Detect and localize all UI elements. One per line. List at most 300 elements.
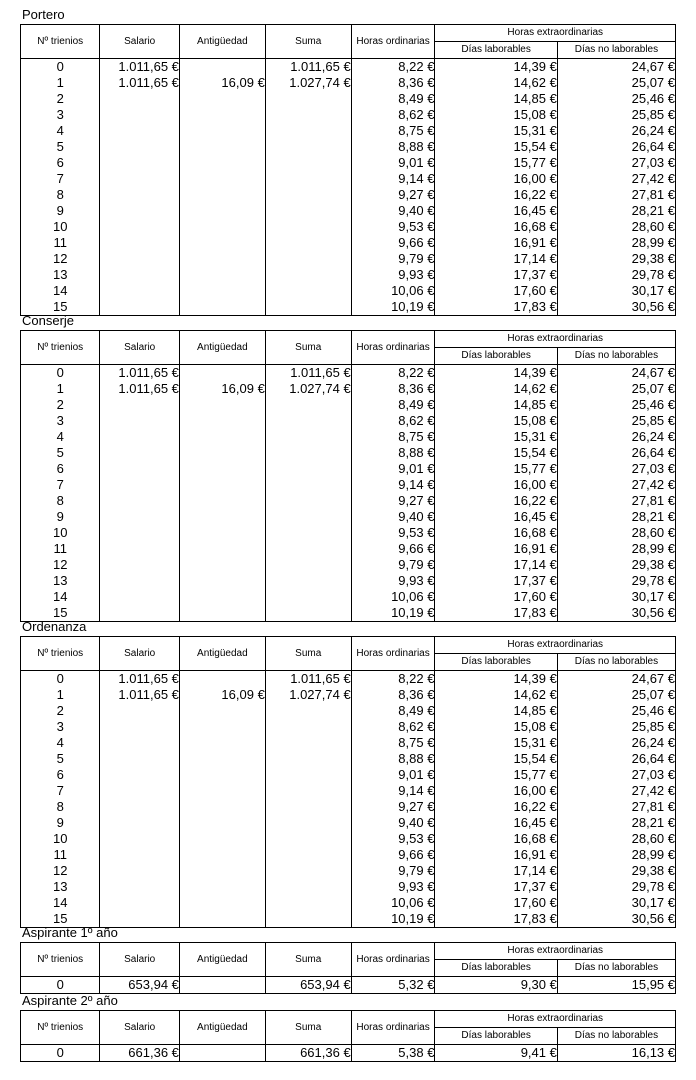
cell-salario [100,155,179,171]
table-row [21,91,676,107]
cell-suma [265,751,351,767]
cell-antiguedad [179,365,265,382]
header-row [21,25,676,42]
cell-salario [100,461,179,477]
cell-antiguedad [179,573,265,589]
cell-dias-no-laborables: 30,56 € [557,605,675,622]
cell-dias-no-laborables: 30,56 € [557,299,675,316]
antiguedad-header: Antigüedad [179,331,265,365]
cell-antiguedad [179,735,265,751]
cell-suma [265,461,351,477]
cell-horas-ordinarias: 8,88 € [351,139,435,155]
cell-salario [100,557,179,573]
table-row [21,429,676,445]
table-row [21,123,676,139]
cell-salario [100,493,179,509]
cell-dias-no-laborables: 28,21 € [557,509,675,525]
cell-suma [265,589,351,605]
suma-header: Suma [265,331,351,365]
cell-salario [100,187,179,203]
table-row [21,751,676,767]
horas-ordinarias-header: Horas ordinarias [351,637,435,671]
cell-horas-ordinarias: 9,14 € [351,171,435,187]
cell-antiguedad [179,767,265,783]
cell-antiguedad [179,977,265,994]
cell-suma: 1.027,74 € [265,687,351,703]
trienios-header: Nº trienios [21,943,100,977]
cell-trienios: 15 [21,605,100,622]
cell-dias-laborables: 16,91 € [435,541,557,557]
cell-horas-ordinarias: 9,66 € [351,235,435,251]
cell-dias-no-laborables: 28,60 € [557,219,675,235]
table-row [21,155,676,171]
cell-dias-no-laborables: 29,38 € [557,863,675,879]
cell-antiguedad [179,187,265,203]
cell-dias-laborables: 15,08 € [435,719,557,735]
cell-horas-ordinarias: 9,93 € [351,573,435,589]
cell-suma [265,477,351,493]
cell-suma [265,895,351,911]
cell-dias-laborables: 9,41 € [435,1045,557,1062]
table-row [21,589,676,605]
cell-salario [100,895,179,911]
cell-dias-laborables: 14,85 € [435,397,557,413]
cell-dias-no-laborables: 27,42 € [557,477,675,493]
cell-salario [100,413,179,429]
cell-antiguedad [179,671,265,688]
cell-trienios: 15 [21,299,100,316]
table-row [21,461,676,477]
cell-horas-ordinarias: 9,79 € [351,251,435,267]
suma-header: Suma [265,1011,351,1045]
cell-suma [265,251,351,267]
cell-suma [265,493,351,509]
section-title: Aspirante 2º año [22,993,118,1008]
cell-antiguedad: 16,09 € [179,75,265,91]
cell-suma: 1.027,74 € [265,381,351,397]
antiguedad-header: Antigüedad [179,637,265,671]
cell-trienios: 1 [21,75,100,91]
table-row [21,493,676,509]
salary-table [20,942,676,994]
salary-table [20,24,676,316]
table-row [21,783,676,799]
cell-suma [265,815,351,831]
table-row [21,687,676,703]
cell-dias-laborables: 15,77 € [435,155,557,171]
salary-table [20,1010,676,1062]
cell-trienios: 12 [21,251,100,267]
cell-trienios: 9 [21,509,100,525]
cell-dias-no-laborables: 25,85 € [557,719,675,735]
cell-dias-laborables: 16,00 € [435,171,557,187]
horas-ordinarias-header: Horas ordinarias [351,25,435,59]
cell-dias-laborables: 17,83 € [435,299,557,316]
cell-horas-ordinarias: 9,93 € [351,879,435,895]
cell-trienios: 10 [21,831,100,847]
cell-dias-laborables: 17,14 € [435,557,557,573]
cell-trienios: 4 [21,123,100,139]
cell-dias-no-laborables: 25,46 € [557,397,675,413]
cell-trienios: 14 [21,895,100,911]
cell-trienios: 12 [21,557,100,573]
cell-horas-ordinarias: 8,22 € [351,671,435,688]
cell-antiguedad [179,525,265,541]
cell-dias-no-laborables: 30,17 € [557,589,675,605]
cell-dias-laborables: 17,14 € [435,863,557,879]
table-row [21,139,676,155]
cell-dias-no-laborables: 26,24 € [557,735,675,751]
cell-suma [265,525,351,541]
cell-antiguedad [179,557,265,573]
cell-antiguedad [179,107,265,123]
cell-antiguedad [179,123,265,139]
table-row [21,235,676,251]
suma-header: Suma [265,25,351,59]
table-row [21,187,676,203]
cell-dias-no-laborables: 29,78 € [557,573,675,589]
cell-dias-no-laborables: 28,99 € [557,235,675,251]
cell-antiguedad [179,703,265,719]
salario-header: Salario [100,25,179,59]
cell-dias-no-laborables: 26,64 € [557,445,675,461]
cell-suma [265,735,351,751]
cell-dias-no-laborables: 25,85 € [557,413,675,429]
dias-no-laborables-header: Días no laborables [557,1028,675,1045]
cell-dias-no-laborables: 27,03 € [557,155,675,171]
table-row [21,1045,676,1062]
cell-suma [265,139,351,155]
cell-salario [100,397,179,413]
cell-dias-laborables: 15,77 € [435,767,557,783]
cell-horas-ordinarias: 9,14 € [351,477,435,493]
cell-salario [100,283,179,299]
table-row [21,863,676,879]
cell-dias-no-laborables: 29,78 € [557,267,675,283]
cell-antiguedad [179,477,265,493]
cell-horas-ordinarias: 8,75 € [351,123,435,139]
table-row [21,895,676,911]
cell-antiguedad [179,235,265,251]
cell-trienios: 5 [21,139,100,155]
cell-salario [100,91,179,107]
cell-salario [100,429,179,445]
cell-trienios: 8 [21,799,100,815]
cell-antiguedad [179,751,265,767]
table-row [21,477,676,493]
cell-horas-ordinarias: 5,32 € [351,977,435,994]
cell-salario [100,267,179,283]
cell-trienios: 11 [21,235,100,251]
cell-suma [265,203,351,219]
cell-dias-no-laborables: 27,81 € [557,187,675,203]
cell-suma [265,911,351,928]
trienios-header: Nº trienios [21,1011,100,1045]
cell-suma [265,107,351,123]
cell-salario [100,799,179,815]
cell-horas-ordinarias: 10,06 € [351,589,435,605]
cell-trienios: 0 [21,977,100,994]
cell-horas-ordinarias: 9,01 € [351,155,435,171]
cell-horas-ordinarias: 9,53 € [351,219,435,235]
salario-header: Salario [100,1011,179,1045]
cell-antiguedad [179,911,265,928]
dias-no-laborables-header: Días no laborables [557,42,675,59]
cell-dias-laborables: 16,22 € [435,799,557,815]
cell-dias-no-laborables: 30,17 € [557,283,675,299]
cell-antiguedad [179,251,265,267]
cell-dias-laborables: 16,91 € [435,847,557,863]
header-row [21,637,676,654]
cell-dias-laborables: 16,00 € [435,783,557,799]
cell-salario [100,879,179,895]
cell-salario [100,703,179,719]
cell-salario [100,751,179,767]
table-row [21,171,676,187]
cell-trienios: 14 [21,283,100,299]
trienios-header: Nº trienios [21,25,100,59]
cell-horas-ordinarias: 9,01 € [351,767,435,783]
dias-laborables-header: Días laborables [435,654,557,671]
cell-trienios: 6 [21,461,100,477]
table-row [21,203,676,219]
table-row [21,509,676,525]
cell-trienios: 3 [21,719,100,735]
cell-horas-ordinarias: 8,75 € [351,429,435,445]
cell-trienios: 13 [21,267,100,283]
cell-antiguedad [179,429,265,445]
cell-horas-ordinarias: 9,40 € [351,815,435,831]
cell-horas-ordinarias: 8,22 € [351,59,435,76]
cell-suma [265,187,351,203]
cell-trienios: 13 [21,879,100,895]
cell-trienios: 0 [21,365,100,382]
cell-salario [100,477,179,493]
cell-horas-ordinarias: 8,75 € [351,735,435,751]
section-title: Aspirante 1º año [22,925,118,940]
cell-salario [100,847,179,863]
cell-dias-no-laborables: 28,99 € [557,847,675,863]
cell-antiguedad [179,831,265,847]
cell-dias-no-laborables: 25,85 € [557,107,675,123]
cell-horas-ordinarias: 5,38 € [351,1045,435,1062]
cell-trienios: 5 [21,751,100,767]
cell-salario [100,445,179,461]
salary-table [20,636,676,928]
cell-dias-laborables: 14,62 € [435,687,557,703]
cell-antiguedad [179,283,265,299]
cell-dias-laborables: 16,22 € [435,493,557,509]
cell-salario: 1.011,65 € [100,365,179,382]
cell-antiguedad: 16,09 € [179,687,265,703]
cell-antiguedad [179,589,265,605]
cell-dias-no-laborables: 25,07 € [557,687,675,703]
cell-suma: 1.011,65 € [265,365,351,382]
cell-suma [265,831,351,847]
cell-antiguedad [179,895,265,911]
cell-dias-no-laborables: 29,38 € [557,251,675,267]
cell-dias-no-laborables: 25,07 € [557,75,675,91]
table-row [21,911,676,928]
cell-trienios: 7 [21,477,100,493]
cell-trienios: 3 [21,413,100,429]
cell-horas-ordinarias: 10,19 € [351,605,435,622]
cell-dias-no-laborables: 29,38 € [557,557,675,573]
cell-dias-laborables: 17,83 € [435,605,557,622]
cell-horas-ordinarias: 8,49 € [351,703,435,719]
cell-suma [265,267,351,283]
cell-dias-laborables: 15,54 € [435,751,557,767]
cell-trienios: 8 [21,493,100,509]
cell-trienios: 9 [21,203,100,219]
cell-dias-no-laborables: 24,67 € [557,365,675,382]
table-row [21,59,676,76]
cell-horas-ordinarias: 8,49 € [351,397,435,413]
cell-dias-no-laborables: 16,13 € [557,1045,675,1062]
cell-antiguedad [179,155,265,171]
cell-salario [100,815,179,831]
cell-dias-no-laborables: 25,46 € [557,703,675,719]
table-row [21,767,676,783]
trienios-header: Nº trienios [21,331,100,365]
cell-trienios: 10 [21,525,100,541]
cell-horas-ordinarias: 8,62 € [351,107,435,123]
cell-dias-laborables: 17,37 € [435,879,557,895]
dias-laborables-header: Días laborables [435,960,557,977]
cell-trienios: 0 [21,671,100,688]
cell-suma [265,799,351,815]
cell-dias-no-laborables: 28,60 € [557,831,675,847]
table-row [21,219,676,235]
cell-salario [100,107,179,123]
cell-suma [265,413,351,429]
cell-dias-no-laborables: 29,78 € [557,879,675,895]
cell-dias-laborables: 16,68 € [435,219,557,235]
cell-dias-laborables: 17,83 € [435,911,557,928]
cell-dias-no-laborables: 26,24 € [557,429,675,445]
cell-trienios: 13 [21,573,100,589]
cell-horas-ordinarias: 10,19 € [351,299,435,316]
cell-suma [265,299,351,316]
cell-trienios: 5 [21,445,100,461]
cell-suma [265,767,351,783]
cell-suma: 1.011,65 € [265,671,351,688]
cell-antiguedad [179,541,265,557]
cell-trienios: 0 [21,1045,100,1062]
cell-horas-ordinarias: 9,27 € [351,187,435,203]
cell-salario: 1.011,65 € [100,671,179,688]
cell-trienios: 9 [21,815,100,831]
cell-salario: 1.011,65 € [100,59,179,76]
cell-dias-no-laborables: 27,42 € [557,783,675,799]
horas-extraordinarias-header: Horas extraordinarias [435,1011,676,1028]
table-row [21,671,676,688]
suma-header: Suma [265,637,351,671]
cell-salario [100,525,179,541]
antiguedad-header: Antigüedad [179,1011,265,1045]
cell-suma [265,445,351,461]
cell-salario [100,203,179,219]
horas-extraordinarias-header: Horas extraordinarias [435,25,676,42]
header-row [21,943,676,960]
cell-salario [100,735,179,751]
table-row [21,365,676,382]
cell-dias-no-laborables: 25,46 € [557,91,675,107]
table-row [21,541,676,557]
cell-dias-laborables: 15,08 € [435,107,557,123]
cell-dias-laborables: 17,14 € [435,251,557,267]
cell-horas-ordinarias: 9,66 € [351,847,435,863]
cell-horas-ordinarias: 9,27 € [351,493,435,509]
cell-salario [100,719,179,735]
cell-dias-no-laborables: 28,21 € [557,815,675,831]
cell-dias-laborables: 17,37 € [435,267,557,283]
cell-dias-no-laborables: 26,64 € [557,751,675,767]
cell-dias-no-laborables: 27,03 € [557,461,675,477]
cell-antiguedad [179,863,265,879]
cell-dias-laborables: 14,62 € [435,75,557,91]
cell-antiguedad [179,815,265,831]
cell-trienios: 4 [21,735,100,751]
cell-horas-ordinarias: 10,19 € [351,911,435,928]
cell-dias-laborables: 14,39 € [435,59,557,76]
table-row [21,605,676,622]
cell-trienios: 10 [21,219,100,235]
cell-suma [265,219,351,235]
cell-salario [100,139,179,155]
cell-trienios: 15 [21,911,100,928]
table-row [21,735,676,751]
cell-trienios: 7 [21,171,100,187]
cell-salario [100,171,179,187]
cell-dias-no-laborables: 30,17 € [557,895,675,911]
cell-suma [265,509,351,525]
table-row [21,879,676,895]
cell-antiguedad [179,267,265,283]
cell-salario [100,509,179,525]
cell-antiguedad [179,1045,265,1062]
cell-suma [265,541,351,557]
cell-suma [265,235,351,251]
cell-salario: 653,94 € [100,977,179,994]
table-row [21,719,676,735]
cell-antiguedad [179,799,265,815]
cell-antiguedad [179,413,265,429]
cell-dias-no-laborables: 15,95 € [557,977,675,994]
cell-dias-laborables: 15,31 € [435,123,557,139]
cell-dias-laborables: 15,54 € [435,139,557,155]
cell-dias-no-laborables: 28,21 € [557,203,675,219]
cell-suma [265,605,351,622]
cell-dias-laborables: 15,54 € [435,445,557,461]
cell-antiguedad [179,879,265,895]
table-row [21,397,676,413]
horas-extraordinarias-header: Horas extraordinarias [435,943,676,960]
dias-no-laborables-header: Días no laborables [557,348,675,365]
salario-header: Salario [100,943,179,977]
section-title: Portero [22,7,65,22]
cell-horas-ordinarias: 9,79 € [351,863,435,879]
cell-salario [100,219,179,235]
cell-horas-ordinarias: 9,40 € [351,203,435,219]
cell-dias-no-laborables: 24,67 € [557,59,675,76]
cell-dias-laborables: 15,31 € [435,735,557,751]
cell-antiguedad [179,847,265,863]
cell-suma [265,863,351,879]
table-row [21,847,676,863]
table-row [21,299,676,316]
cell-horas-ordinarias: 8,36 € [351,75,435,91]
